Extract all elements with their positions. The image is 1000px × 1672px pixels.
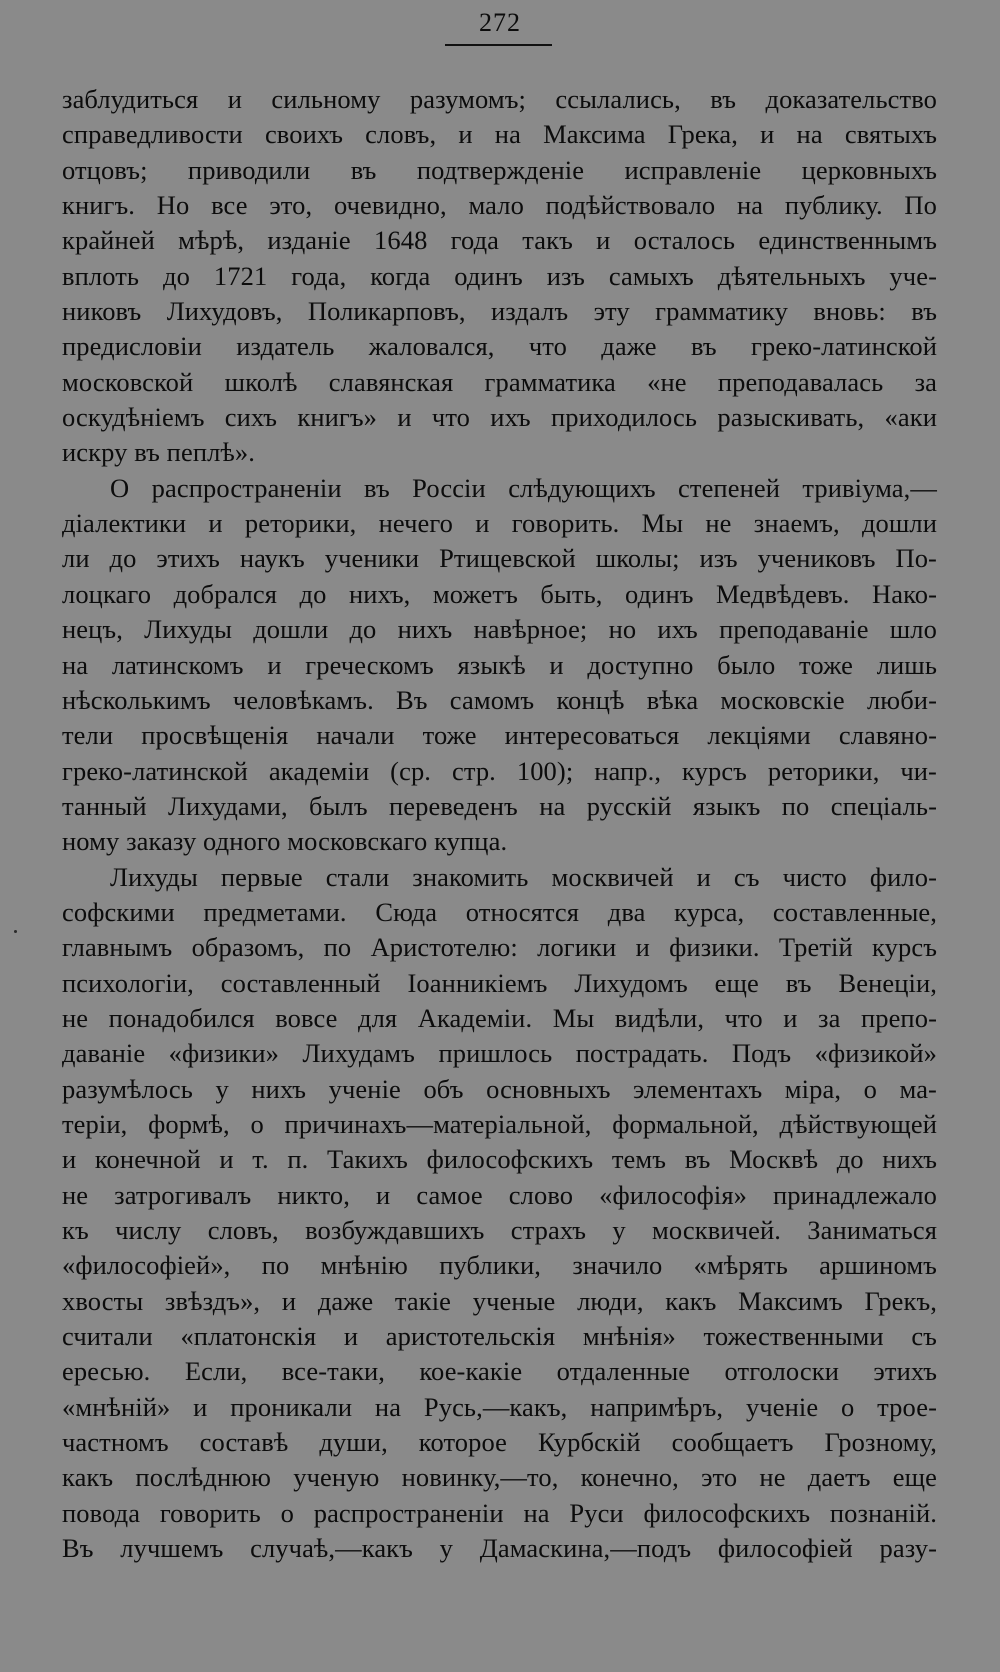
text-line: О распространеніи въ Россіи слѣдующихъ степеней тривіума,— (110, 472, 937, 503)
text-line: нецъ, Лихуды дошли до нихъ навѣрное; но ихъ преподаваніе шло (62, 614, 937, 645)
text-line: какъ послѣднюю ученую новинку,—то, конечно, это не даетъ еще (62, 1462, 937, 1493)
text-line: ному заказу одного московскаго купца. (62, 826, 508, 857)
text-line: искру въ пеплѣ». (62, 437, 255, 468)
text-line: «мнѣній» и проникали на Русь,—какъ, напримѣръ, ученіе о трое- (62, 1391, 937, 1422)
text-line: хвосты звѣздъ», и даже такіе ученые люди, какъ Максимъ Грекъ, (62, 1285, 937, 1316)
text-line: и конечной и т. п. Такихъ философскихъ темъ въ Москвѣ до нихъ (62, 1144, 937, 1175)
text-line: даваніе «физики» Лихудамъ пришлось пострадать. Подъ «физикой» (62, 1038, 937, 1069)
text-line: «философіей», по мнѣнію публики, значило «мѣрять аршиномъ (62, 1250, 937, 1281)
text-line: частномъ составѣ души, которое Курбскій сообщаетъ Грозному, (62, 1427, 937, 1458)
text-line: крайней мѣрѣ, изданіе 1648 года такъ и осталось единственнымъ (62, 225, 937, 256)
header-rule (445, 44, 552, 46)
text-line: предисловіи издатель жаловался, что даже въ греко-латинской (62, 331, 937, 362)
text-line: софскими предметами. Сюда относятся два курса, составленные, (62, 896, 937, 927)
text-line: книгъ. Но все это, очевидно, мало подѣйствовало на публику. По (62, 190, 937, 221)
text-line: московской школѣ славянская грамматика «не преподавалась за (62, 366, 937, 397)
text-line: оскудѣніемъ сихъ книгъ» и что ихъ приходилось разыскивать, «аки (62, 402, 937, 433)
text-line: ересью. Если, все-таки, кое-какіе отдаленные отголоски этихъ (62, 1356, 937, 1387)
body-text (62, 82, 937, 1566)
text-line: считали «платонскія и аристотельскія мнѣнія» тожественными съ (62, 1321, 937, 1352)
text-line: заблудиться и сильному разумомъ; ссылались, въ доказательство (62, 84, 937, 114)
text-line: къ числу словъ, возбуждавшихъ страхъ у москвичей. Заниматься (62, 1215, 937, 1245)
text-line: ли до этихъ наукъ ученики Ртищевской школы; изъ учениковъ По- (62, 543, 937, 574)
text-line: отцовъ; приводили въ подтвержденіе исправленіе церковныхъ (62, 154, 937, 185)
text-line: тели просвѣщенія начали тоже интересоваться лекціями славяно- (62, 720, 937, 751)
text-line: психологіи, составленный Іоанникіемъ Лихудомъ еще въ Венеціи, (62, 967, 937, 998)
page-number: 272 (479, 8, 521, 37)
print-speck (14, 930, 17, 933)
text-line: справедливости своихъ словъ, и на Максима Грека, и на святыхъ (62, 119, 937, 150)
text-line: не затрогивалъ никто, и самое слово «философія» принадлежало (62, 1179, 937, 1210)
text-line: повода говорить о распространеніи на Руси философскихъ познаній. (62, 1497, 937, 1528)
text-line: на латинскомъ и греческомъ языкѣ и доступно было тоже лишь (62, 649, 937, 680)
text-line: Въ лучшемъ случаѣ,—какъ у Дамаскина,—подъ философіей разу- (62, 1533, 937, 1564)
text-line: Лихуды первые стали знакомить москвичей и съ чисто фило- (110, 861, 937, 892)
text-line: танный Лихудами, былъ переведенъ на русскій языкъ по спеціаль- (62, 790, 937, 821)
text-line: лоцкаго добрался до нихъ, можетъ быть, одинъ Медвѣдевъ. Нако- (62, 578, 937, 609)
text-line: разумѣлось у нихъ ученіе объ основныхъ элементахъ міра, о ма- (62, 1073, 937, 1104)
text-line: теріи, формѣ, о причинахъ—матеріальной, формальной, дѣйствующей (62, 1108, 937, 1139)
text-line: вплоть до 1721 года, когда одинъ изъ самыхъ дѣятельныхъ уче- (62, 260, 937, 291)
text-line: главнымъ образомъ, по Аристотелю: логики и физики. Третій курсъ (62, 932, 937, 963)
text-line: никовъ Лихудовъ, Поликарповъ, издалъ эту грамматику вновь: въ (62, 296, 937, 327)
text-line: не понадобился вовсе для Академіи. Мы видѣли, что и за препо- (62, 1002, 937, 1033)
text-line: греко-латинской академіи (ср. стр. 100); напр., курсъ реторики, чи- (62, 755, 937, 786)
text-line: діалектики и реторики, нечего и говорить. Мы не знаемъ, дошли (62, 508, 937, 539)
text-line: нѣсколькимъ человѣкамъ. Въ самомъ концѣ вѣка московскіе люби- (62, 684, 937, 715)
